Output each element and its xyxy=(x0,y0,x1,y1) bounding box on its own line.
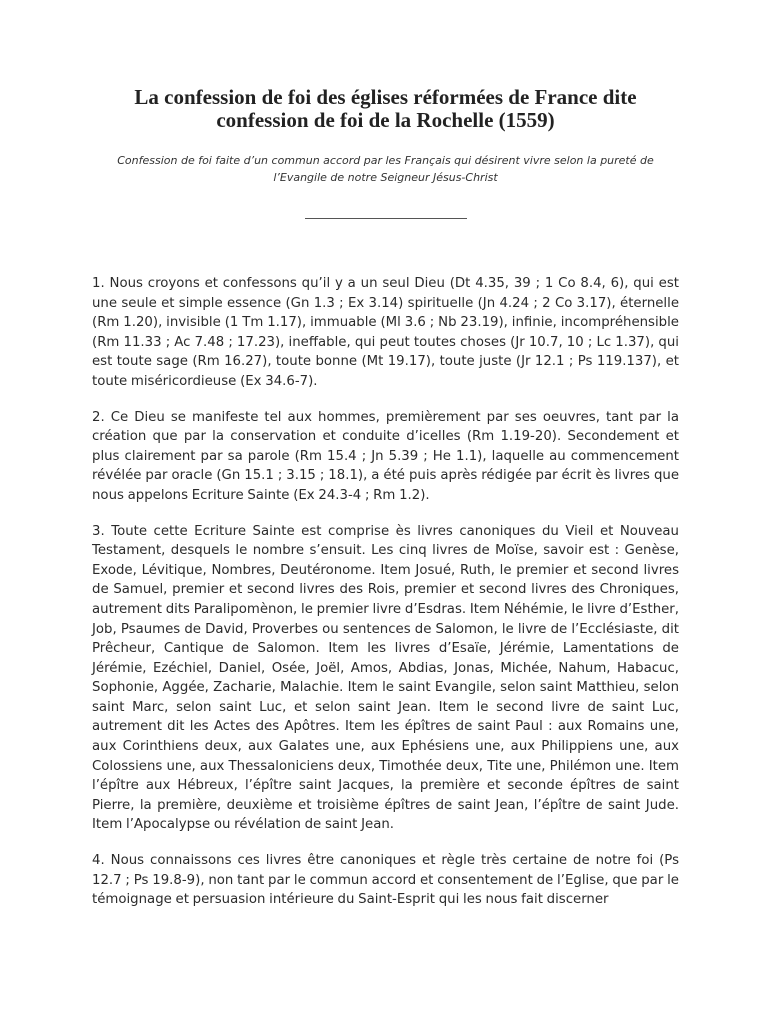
document-page xyxy=(92,86,679,926)
article-paragraph-4: 4. Nous connaissons ces livres être canoniques et règle très certaine de notre foi (Ps 12.7 ; Ps 19.8-9), non tant par le commun accord et consentement de l’Eglise, que par le témoignage et persuasion intérieure du Saint-Esprit qui les nous fait discerner xyxy=(92,853,679,908)
article-paragraph-3: 3. Toute cette Ecriture Sainte est comprise ès livres canoniques du Vieil et Nouveau Testament, desquels le nombre s’ensuit. Les cinq livres de Moïse, savoir est : Genèse, Exode, Lévitique, Nombres, Deutéronome. Item Josué, Ruth, le premier et second livres de Samuel, premier et second livres des Rois, premier et second livres des Chroniques, autrement dits Paralipomènon, le premier livre d’Esdras. Item Néhémie, le livre d’Esther, Job, Psaumes de David, Proverbes ou sentences de Salomon, le livre de l’Ecclésiaste, dit Prêcheur, Cantique de Salomon. Item les livres d’Esaïe, Jérémie, Lamentations de Jérémie, Ezéchiel, Daniel, Osée, Joël, Amos, Abdias, Jonas, Michée, Nahum, Habacuc, Sophonie, Aggée, Zacharie, Malachie. Item le saint Evangile, selon saint Matthieu, selon saint Marc, selon saint Luc, et selon saint Jean. Item le second livre de saint Luc, autrement dit les Actes des Apôtres. Item les épîtres de saint Paul : aux Romains une, aux Corinthiens deux, aux Galates une, aux Ephésiens une, aux Philippiens une, aux Colossiens une, aux Thessaloniciens deux, Timothée deux, Tite une, Philémon une. Item l’épître aux Hébreux, l’épître saint Jacques, la première et seconde épîtres de saint Pierre, la première, deuxième et troisième épîtres de saint Jean, l’épître de saint Jude. Item l’Apocalypse ou révélation de saint Jean. xyxy=(92,523,679,833)
article-paragraph-2: 2. Ce Dieu se manifeste tel aux hommes, premièrement par ses oeuvres, tant par la création que par la conservation et conduite d’icelles (Rm 1.19-20). Secondement et plus clairement par sa parole (Rm 15.4 ; Jn 5.39 ; He 1.1), laquelle au commencement révélée par oracle (Gn 15.1 ; 3.15 ; 18.1), a été puis après rédigée par écrit ès livres que nous appelons Ecriture Sainte (Ex 24.3-4 ; Rm 1.2). xyxy=(92,409,679,503)
article-paragraph-1: 1. Nous croyons et confessons qu’il y a un seul Dieu (Dt 4.35, 39 ; 1 Co 8.4, 6), qui est une seule et simple essence (Gn 1.3 ; Ex 3.14) spirituelle (Jn 4.24 ; 2 Co 3.17), éternelle (Rm 1.20), invisible (1 Tm 1.17), immuable (Ml 3.6 ; Nb 23.19), infinie, incompréhensible (Rm 11.33 ; Ac 7.48 ; 17.23), ineffable, qui peut toutes choses (Jr 10.7, 10 ; Lc 1.37), qui est toute sage (Rm 16.27), toute bonne (Mt 19.17), toute juste (Jr 12.1 ; Ps 119.137), et toute miséricordieuse (Ex 34.6-7). xyxy=(92,276,679,389)
document-title: La confession de foi des églises réformées de France dite confession de foi de la Rochelle (1559) xyxy=(134,85,637,132)
document-body xyxy=(92,274,679,910)
title-divider xyxy=(305,218,467,219)
document-subtitle: Confession de foi faite d’un commun accord par les Français qui désirent vivre selon la pureté de l’Evangile de notre Seigneur Jésus-Christ xyxy=(117,154,654,184)
